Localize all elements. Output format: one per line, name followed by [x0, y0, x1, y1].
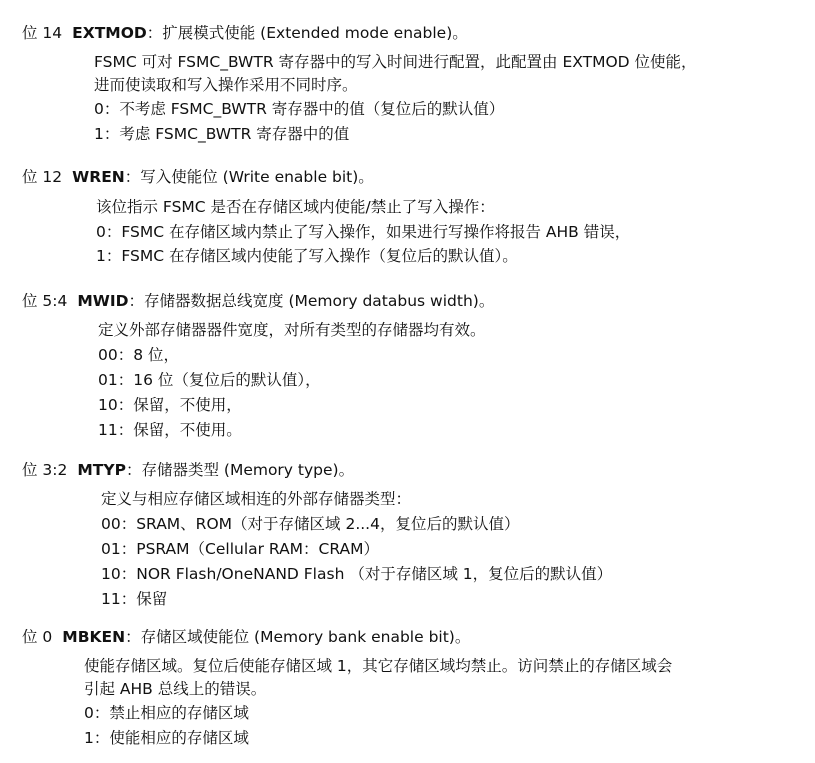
section-heading — [22, 167, 374, 187]
bit-position: 位 12 — [22, 168, 63, 186]
section-heading — [22, 23, 468, 43]
description-line: 引起 AHB 总线上的错误。 — [84, 680, 267, 698]
field-title: ：存储区域使能位 (Memory bank enable bit)。 — [125, 628, 471, 646]
value-line: 10：保留，不使用， — [98, 396, 242, 414]
value-line: 0：FSMC 在存储区域内禁止了写入操作，如果进行写操作将报告 AHB 错误， — [96, 223, 631, 241]
description-line: FSMC 可对 FSMC_BWTR 寄存器中的写入时间进行配置，此配置由 EXTMOD 位使能， — [94, 53, 697, 71]
value-line: 0：不考虑 FSMC_BWTR 寄存器中的值（复位后的默认值） — [94, 100, 505, 118]
field-title: ：扩展模式使能 (Extended mode enable)。 — [146, 24, 468, 42]
section-heading — [22, 627, 470, 647]
value-line: 0：禁止相应的存储区域 — [84, 704, 249, 722]
value-line: 1：使能相应的存储区域 — [84, 729, 249, 747]
description-line: 定义与相应存储区域相连的外部存储器类型： — [101, 490, 412, 508]
value-line: 01：PSRAM（Cellular RAM：CRAM） — [101, 540, 379, 558]
field-title: ：存储器数据总线宽度 (Memory databus width)。 — [128, 292, 495, 310]
description-line: 使能存储区域。复位后使能存储区域 1，其它存储区域均禁止。访问禁止的存储区域会 — [84, 657, 673, 675]
description-line: 定义外部存储器器件宽度，对所有类型的存储器均有效。 — [98, 321, 486, 339]
section-heading — [22, 460, 354, 480]
value-line: 1：FSMC 在存储区域内使能了写入操作（复位后的默认值）。 — [96, 247, 518, 265]
bit-position: 位 0 — [22, 628, 53, 646]
bit-position: 位 14 — [22, 24, 63, 42]
description-line: 进而使读取和写入操作采用不同时序。 — [94, 76, 358, 94]
field-name: WREN — [72, 168, 125, 186]
field-name: MWID — [77, 292, 129, 310]
bit-position: 位 3:2 — [22, 461, 68, 479]
field-name: MBKEN — [62, 628, 126, 646]
description-line: 该位指示 FSMC 是否在存储区域内使能/禁止了写入操作： — [96, 198, 495, 216]
value-line: 11：保留，不使用。 — [98, 421, 242, 439]
field-title: ：写入使能位 (Write enable bit)。 — [124, 168, 374, 186]
field-name: MTYP — [77, 461, 126, 479]
value-line: 00：8 位， — [98, 346, 180, 364]
value-line: 01：16 位（复位后的默认值）， — [98, 371, 321, 389]
field-name: EXTMOD — [72, 24, 147, 42]
value-line: 10：NOR Flash/OneNAND Flash （对于存储区域 1，复位后的默认值） — [101, 565, 613, 583]
value-line: 11：保留 — [101, 590, 168, 608]
bit-position: 位 5:4 — [22, 292, 68, 310]
section-heading — [22, 291, 494, 311]
value-line: 00：SRAM、ROM（对于存储区域 2...4，复位后的默认值） — [101, 515, 520, 533]
value-line: 1：考虑 FSMC_BWTR 寄存器中的值 — [94, 125, 350, 143]
field-title: ：存储器类型 (Memory type)。 — [125, 461, 355, 479]
